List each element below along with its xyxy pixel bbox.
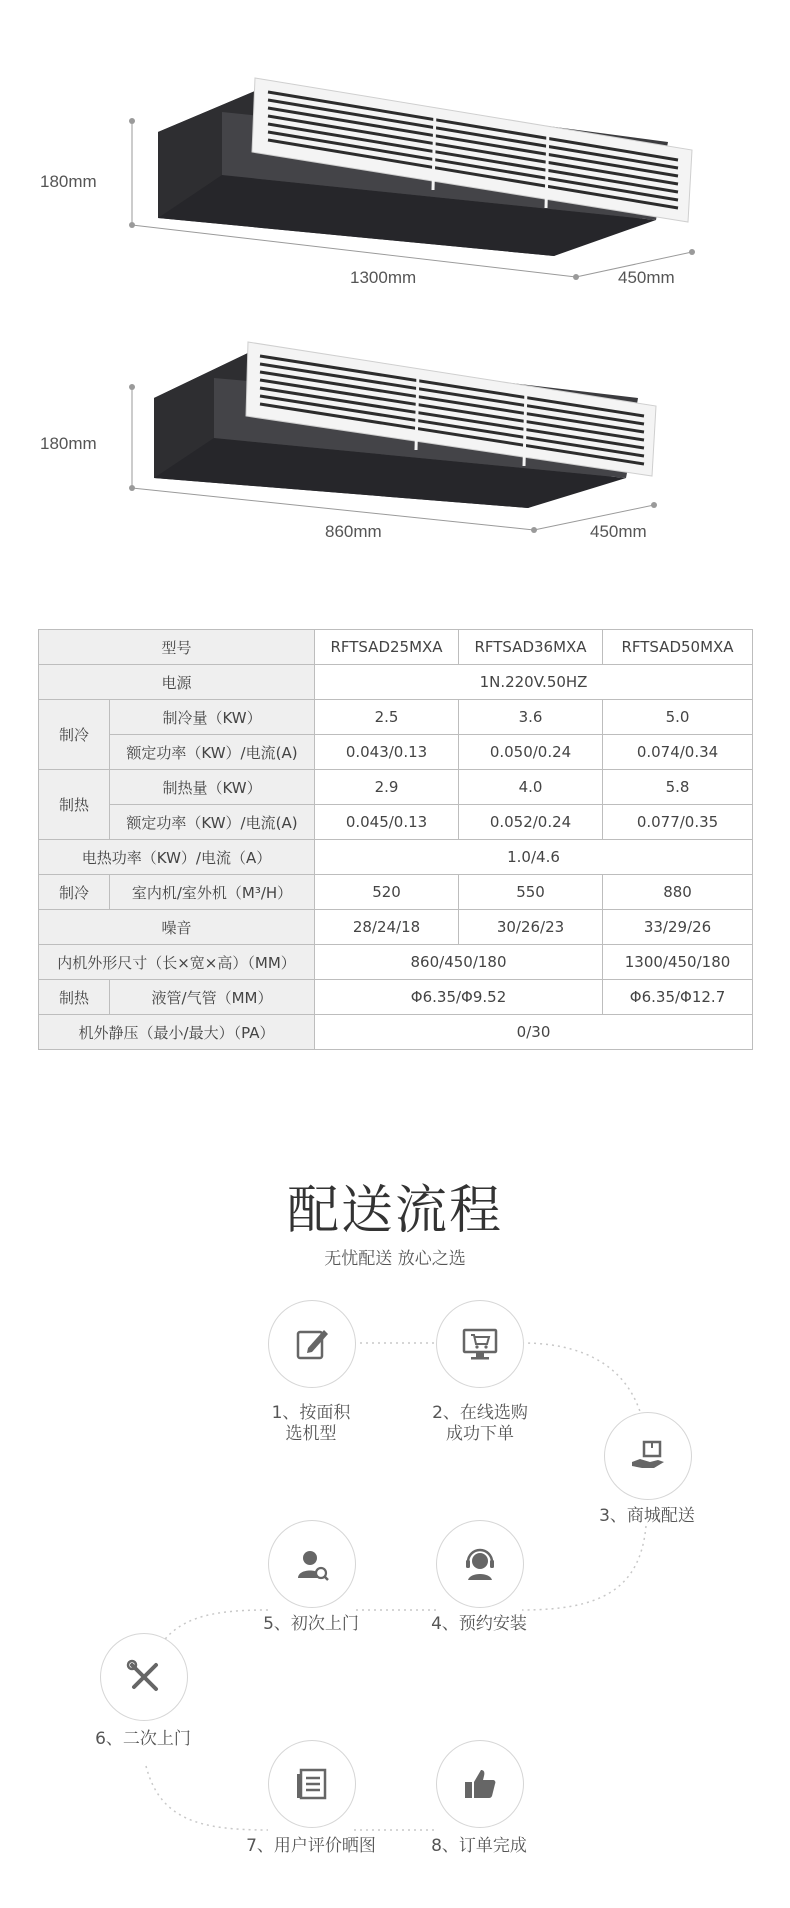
step-2-label: 2、在线选购 成功下单	[432, 1403, 528, 1444]
table-cell: 0.045/0.13	[315, 805, 459, 840]
step-1-circle	[268, 1300, 356, 1388]
delivery-subtitle: 无忧配送 放心之选	[324, 1249, 466, 1269]
table-row	[39, 875, 753, 910]
step-5-label: 5、初次上门	[263, 1614, 359, 1634]
step-4-label: 4、预约安装	[431, 1614, 527, 1634]
step-8-label: 8、订单完成	[431, 1836, 527, 1856]
table-cell: 0.077/0.35	[603, 805, 753, 840]
dimensions-small: 860/450/180	[315, 945, 603, 980]
table-row	[39, 700, 753, 735]
duct-unit-illustration-1	[0, 0, 790, 300]
table-cell: 0.043/0.13	[315, 735, 459, 770]
table-row	[39, 665, 753, 700]
step-3-label: 3、商城配送	[599, 1506, 695, 1526]
document-icon	[292, 1764, 332, 1804]
table-row	[39, 805, 753, 840]
online-shop-icon	[460, 1324, 500, 1364]
heating-group-label: 制热	[39, 770, 110, 840]
table-cell: 0.074/0.34	[603, 735, 753, 770]
electric-heat-label: 电热功率（KW）/电流（A）	[39, 840, 315, 875]
spec-table	[38, 629, 753, 1050]
step-3-circle	[604, 1412, 692, 1500]
height-label-1: 180mm	[40, 172, 97, 191]
cooling-rated-label: 额定功率（KW）/电流(A)	[110, 735, 315, 770]
model-label: 型号	[39, 630, 315, 665]
table-cell: 0.052/0.24	[459, 805, 603, 840]
table-cell: 880	[603, 875, 753, 910]
table-row	[39, 945, 753, 980]
step-6-circle	[100, 1633, 188, 1721]
pipes-label: 液管/气管（MM）	[110, 980, 315, 1015]
thumbs-up-icon	[460, 1764, 500, 1804]
noise-label: 噪音	[39, 910, 315, 945]
table-cell: 30/26/23	[459, 910, 603, 945]
power-source-label: 电源	[39, 665, 315, 700]
table-cell: 5.8	[603, 770, 753, 805]
table-row	[39, 630, 753, 665]
table-cell: 4.0	[459, 770, 603, 805]
step-7-circle	[268, 1740, 356, 1828]
table-cell: 2.9	[315, 770, 459, 805]
table-cell: 5.0	[603, 700, 753, 735]
model-3: RFTSAD50MXA	[603, 630, 753, 665]
table-row	[39, 980, 753, 1015]
pipes-small: Φ6.35/Φ9.52	[315, 980, 603, 1015]
airflow-group-label: 制冷	[39, 875, 110, 910]
table-cell: 0.050/0.24	[459, 735, 603, 770]
step-2-circle	[436, 1300, 524, 1388]
depth-label-2: 450mm	[590, 522, 647, 541]
table-row	[39, 1015, 753, 1050]
cooling-capacity-label: 制冷量（KW）	[110, 700, 315, 735]
heating-capacity-label: 制热量（KW）	[110, 770, 315, 805]
depth-label-1: 450mm	[618, 268, 675, 287]
table-cell: 520	[315, 875, 459, 910]
table-cell: 550	[459, 875, 603, 910]
length-label-2: 860mm	[325, 522, 382, 541]
static-pressure-label: 机外静压（最小/最大）（PA）	[39, 1015, 315, 1050]
power-source-value: 1N.220V.50HZ	[315, 665, 753, 700]
step-1-label: 1、按面积 选机型	[271, 1403, 351, 1444]
process-connector-lines	[0, 1290, 790, 1850]
step-8-circle	[436, 1740, 524, 1828]
step-7-label: 7、用户评价晒图	[246, 1836, 376, 1856]
duct-unit-illustration-2	[0, 300, 790, 560]
model-2: RFTSAD36MXA	[459, 630, 603, 665]
table-cell: 33/29/26	[603, 910, 753, 945]
table-cell: 2.5	[315, 700, 459, 735]
table-cell: 28/24/18	[315, 910, 459, 945]
pipes-group-label: 制热	[39, 980, 110, 1015]
model-1: RFTSAD25MXA	[315, 630, 459, 665]
table-row	[39, 910, 753, 945]
cooling-group-label: 制冷	[39, 700, 110, 770]
product-image-2	[0, 300, 790, 560]
product-image-1	[0, 0, 790, 300]
electric-heat-value: 1.0/4.6	[315, 840, 753, 875]
edit-icon	[292, 1324, 332, 1364]
headset-service-icon	[460, 1544, 500, 1584]
table-row	[39, 840, 753, 875]
step-5-circle	[268, 1520, 356, 1608]
step-6-label: 6、二次上门	[95, 1729, 191, 1749]
static-pressure-value: 0/30	[315, 1015, 753, 1050]
table-cell: 3.6	[459, 700, 603, 735]
heating-rated-label: 额定功率（KW）/电流(A)	[110, 805, 315, 840]
delivery-hand-icon	[628, 1436, 668, 1476]
user-search-icon	[292, 1544, 332, 1584]
airflow-label: 室内机/室外机（M³/H）	[110, 875, 315, 910]
height-label-2: 180mm	[40, 434, 97, 453]
delivery-title: 配送流程	[286, 1181, 503, 1241]
step-4-circle	[436, 1520, 524, 1608]
tools-icon	[124, 1657, 164, 1697]
dimensions-label: 内机外形尺寸（长×宽×高）（MM）	[39, 945, 315, 980]
dimensions-large: 1300/450/180	[603, 945, 753, 980]
table-row	[39, 735, 753, 770]
table-row	[39, 770, 753, 805]
length-label-1: 1300mm	[350, 268, 417, 287]
pipes-large: Φ6.35/Φ12.7	[603, 980, 753, 1015]
